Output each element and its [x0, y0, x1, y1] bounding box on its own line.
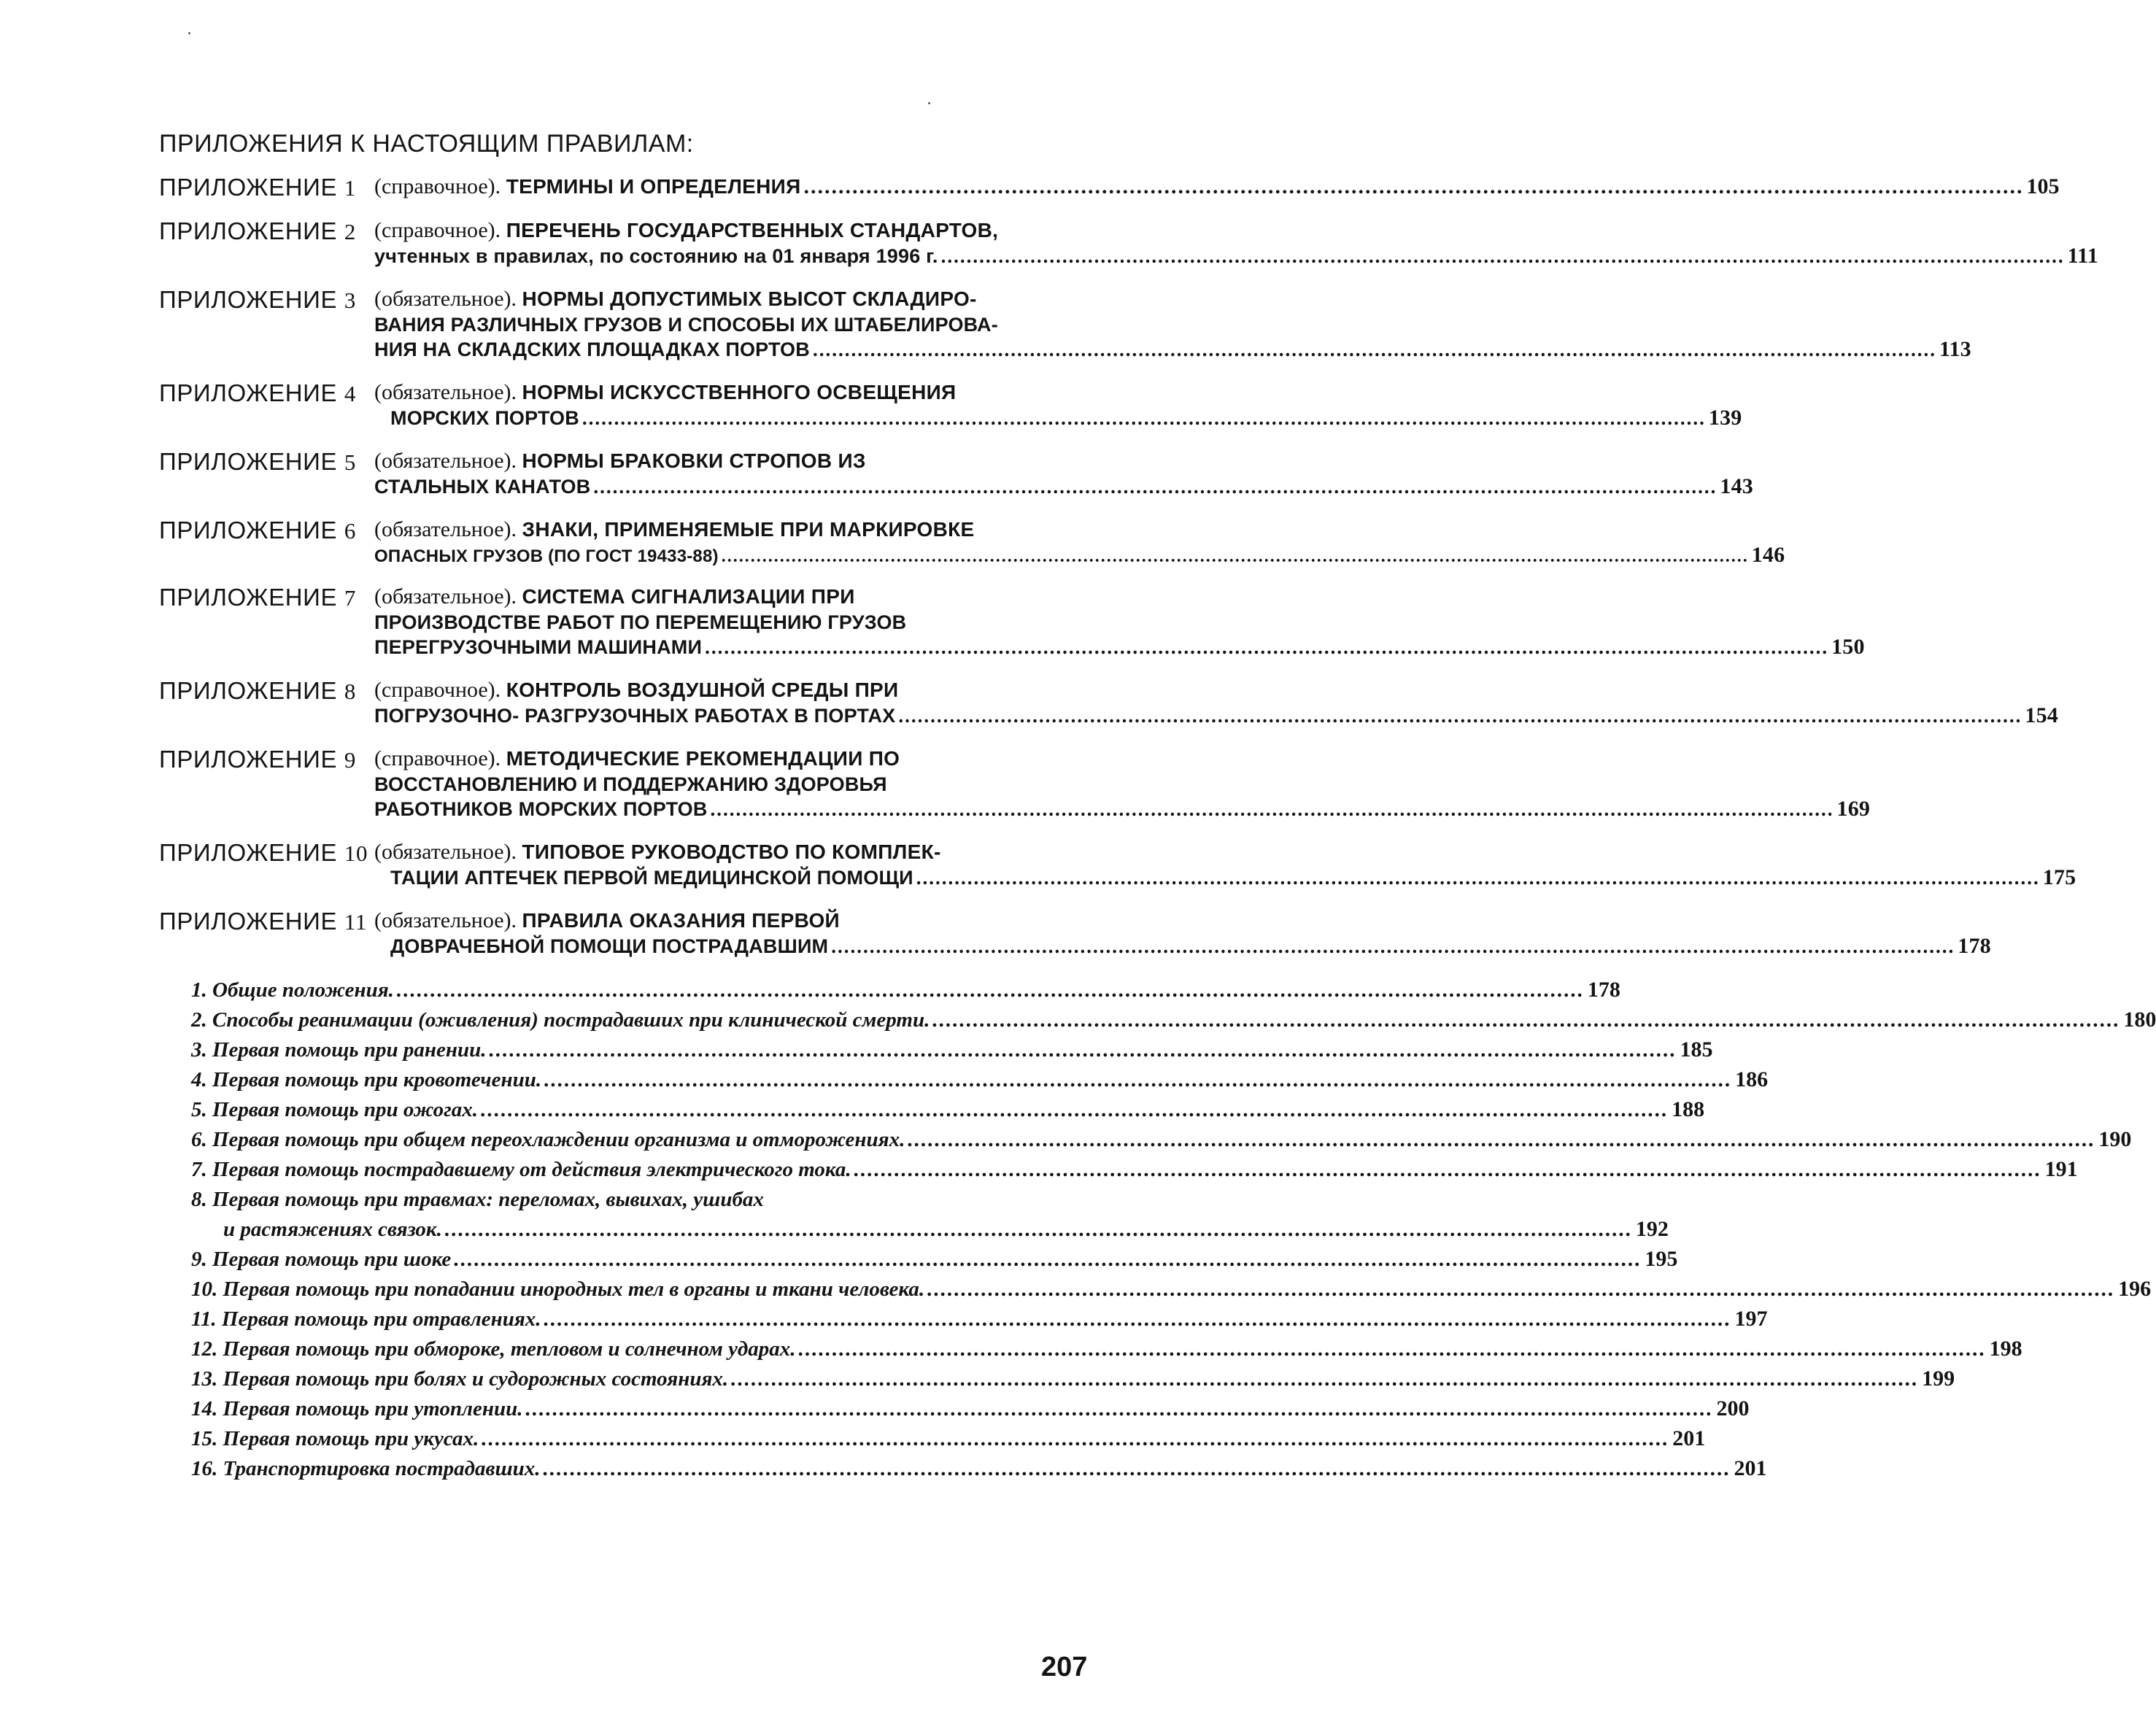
appendix-title: НОРМЫ ИСКУССТВЕННОГО ОСВЕЩЕНИЯ — [522, 381, 957, 403]
page-number: 207 — [1041, 1652, 1088, 1682]
appendix-entry: ПРИЛОЖЕНИЕ 6 (обязательное). ЗНАКИ, ПРИМЕНЯЕМЫЕ ПРИ МАРКИРОВКЕ ОПАСНЫХ ГРУЗОВ (ПО ГОСТ 19433-88) ..... 146 — [159, 517, 1104, 569]
appendix-label: ПРИЛОЖЕНИЕ 2 — [159, 217, 356, 244]
appendix-title: ПЕРЕЧЕНЬ ГОСУДАРСТВЕННЫХ СТАНДАРТОВ, — [506, 219, 999, 241]
appendix-entry: ПРИЛОЖЕНИЕ 7 (обязательное). СИСТЕМА СИГНАЛИЗАЦИИ ПРИ ПРОИЗВОДСТВЕ РАБОТ ПО ПЕРЕМЕЩЕНИЮ ГРУЗОВ ПЕРЕГРУЗОЧНЫМИ МАШИНАМИ ..... 150 — [159, 584, 1104, 660]
appendix-title: МЕТОДИЧЕСКИЕ РЕКОМЕНДАЦИИ ПО — [506, 747, 900, 770]
subsection-item: 1. Общие положения. ..... 178 — [191, 978, 1104, 1002]
scan-speck — [188, 32, 190, 34]
appendices-heading: ПРИЛОЖЕНИЯ К НАСТОЯЩИМ ПРАВИЛАМ: — [159, 130, 694, 158]
subsection-item: 3. Первая помощь при ранении. ..... 185 — [191, 1037, 1104, 1062]
appendix-entry: ПРИЛОЖЕНИЕ 10 (обязательное). ТИПОВОЕ РУКОВОДСТВО ПО КОМПЛЕК- ТАЦИИ АПТЕЧЕК ПЕРВОЙ МЕДИЦИНСКОЙ ПОМОЩИ ..... 175 — [159, 839, 1104, 890]
appendix-label: ПРИЛОЖЕНИЕ 10 — [159, 839, 368, 866]
page-ref: 175 — [2042, 865, 2076, 889]
page-ref: 154 — [2025, 703, 2058, 727]
appendix-label: ПРИЛОЖЕНИЕ 9 — [159, 746, 356, 773]
subsection-item: 16. Транспортировка пострадавших. ..... 201 — [191, 1456, 1104, 1481]
scan-speck — [928, 102, 930, 104]
appendix-entry: ПРИЛОЖЕНИЕ 3 (обязательное). НОРМЫ ДОПУСТИМЫХ ВЫСОТ СКЛАДИРО- ВАНИЯ РАЗЛИЧНЫХ ГРУЗОВ И СПОСОБЫ ИХ ШТАБЕЛИРОВА- НИЯ НА СКЛАДСКИХ ПЛОЩАДКАХ ПОРТОВ ..... 113 — [159, 286, 1104, 362]
subsection-item: 14. Первая помощь при утоплении. ..... 200 — [191, 1396, 1104, 1421]
appendix-entry: ПРИЛОЖЕНИЕ 5 (обязательное). НОРМЫ БРАКОВКИ СТРОПОВ ИЗ СТАЛЬНЫХ КАНАТОВ ..... 143 — [159, 448, 1104, 499]
appendix-title: ПРАВИЛА ОКАЗАНИЯ ПЕРВОЙ — [522, 909, 840, 932]
subsection-item: 5. Первая помощь при ожогах. ..... 188 — [191, 1097, 1104, 1122]
subsection-item: 12. Первая помощь при обмороке, тепловом и солнечном ударах. ..... 198 — [191, 1337, 1104, 1361]
page-ref: 105 — [2026, 174, 2060, 198]
subsection-item: 6. Первая помощь при общем переохлаждении организма и отморожениях. ..... 190 — [191, 1127, 1104, 1152]
page-ref: 146 — [1751, 543, 1785, 567]
page-ref: 169 — [1836, 797, 1871, 821]
page-ref: 143 — [1720, 474, 1753, 498]
appendix-label: ПРИЛОЖЕНИЕ 8 — [159, 677, 356, 704]
appendix-label: ПРИЛОЖЕНИЕ 4 — [159, 379, 356, 406]
appendix-title: ЗНАКИ, ПРИМЕНЯЕМЫЕ ПРИ МАРКИРОВКЕ — [522, 518, 975, 541]
appendix-entry: ПРИЛОЖЕНИЕ 4 (обязательное). НОРМЫ ИСКУССТВЕННОГО ОСВЕЩЕНИЯ МОРСКИХ ПОРТОВ ..... 139 — [159, 379, 1104, 430]
appendix-entry: ПРИЛОЖЕНИЕ 1 (справочное). ТЕРМИНЫ И ОПРЕДЕЛЕНИЯ ..... 105 — [159, 174, 1104, 202]
appendix-label: ПРИЛОЖЕНИЕ 6 — [159, 517, 356, 544]
subsection-item-continued: и растяжениях связок. ..... 192 — [223, 1217, 1104, 1242]
appendix-title: ТЕРМИНЫ И ОПРЕДЕЛЕНИЯ — [506, 175, 801, 198]
appendix-title: НОРМЫ БРАКОВКИ СТРОПОВ ИЗ — [522, 449, 866, 472]
appendix-label: ПРИЛОЖЕНИЕ 3 — [159, 286, 356, 313]
subsection-item: 13. Первая помощь при болях и судорожных состояниях. ..... 199 — [191, 1367, 1104, 1391]
appendix-title: НОРМЫ ДОПУСТИМЫХ ВЫСОТ СКЛАДИРО- — [522, 287, 977, 310]
page-ref: 113 — [1939, 337, 1971, 361]
appendix-label: ПРИЛОЖЕНИЕ 5 — [159, 448, 356, 475]
subsection-item: 8. Первая помощь при травмах: переломах, вывихах, ушибах — [191, 1188, 764, 1211]
appendix-title: ТИПОВОЕ РУКОВОДСТВО ПО КОМПЛЕК- — [522, 840, 941, 863]
appendix-entry: ПРИЛОЖЕНИЕ 8 (справочное). КОНТРОЛЬ ВОЗДУШНОЙ СРЕДЫ ПРИ ПОГРУЗОЧНО- РАЗГРУЗОЧНЫХ РАБОТАХ В ПОРТАХ ..... 154 — [159, 677, 1104, 728]
appendix-label: ПРИЛОЖЕНИЕ 1 — [159, 174, 356, 201]
subsection-item: 15. Первая помощь при укусах. ..... 201 — [191, 1426, 1104, 1451]
page-ref: 178 — [1958, 934, 1991, 958]
page-ref: 139 — [1708, 406, 1742, 430]
page-ref: 111 — [2067, 244, 2098, 268]
appendix-entry: ПРИЛОЖЕНИЕ 2 (справочное). ПЕРЕЧЕНЬ ГОСУДАРСТВЕННЫХ СТАНДАРТОВ, учтенных в правилах, по состоянию на 01 января 1996 г. ..... 111 — [159, 217, 1104, 268]
subsection-item: 11. Первая помощь при отравлениях. ..... 197 — [191, 1307, 1104, 1331]
appendix-entry: ПРИЛОЖЕНИЕ 9 (справочное). МЕТОДИЧЕСКИЕ РЕКОМЕНДАЦИИ ПО ВОССТАНОВЛЕНИЮ И ПОДДЕРЖАНИЮ ЗДОРОВЬЯ РАБОТНИКОВ МОРСКИХ ПОРТОВ ..... 169 — [159, 746, 1104, 822]
subsection-item: 2. Способы реанимации (оживления) пострадавших при клинической смерти. ..... 180 — [191, 1008, 1104, 1032]
subsection-item: 10. Первая помощь при попадании инородных тел в органы и ткани человека. ..... 196 — [191, 1277, 1104, 1302]
subsection-item: 9. Первая помощь при шоке ..... 195 — [191, 1247, 1104, 1272]
subsection-item: 7. Первая помощь пострадавшему от действия электрического тока. ..... 191 — [191, 1157, 1104, 1182]
appendix-title: КОНТРОЛЬ ВОЗДУШНОЙ СРЕДЫ ПРИ — [506, 679, 899, 701]
page-ref: 150 — [1831, 635, 1865, 659]
appendix-entry: ПРИЛОЖЕНИЕ 11 (обязательное). ПРАВИЛА ОКАЗАНИЯ ПЕРВОЙ ДОВРАЧЕБНОЙ ПОМОЩИ ПОСТРАДАВШИМ ..... 178 — [159, 908, 1104, 959]
appendix-title: СИСТЕМА СИГНАЛИЗАЦИИ ПРИ — [522, 585, 855, 608]
appendix-label: ПРИЛОЖЕНИЕ 7 — [159, 584, 356, 611]
appendix-label: ПРИЛОЖЕНИЕ 11 — [159, 908, 367, 935]
subsection-item: 4. Первая помощь при кровотечении. ..... 186 — [191, 1067, 1104, 1092]
